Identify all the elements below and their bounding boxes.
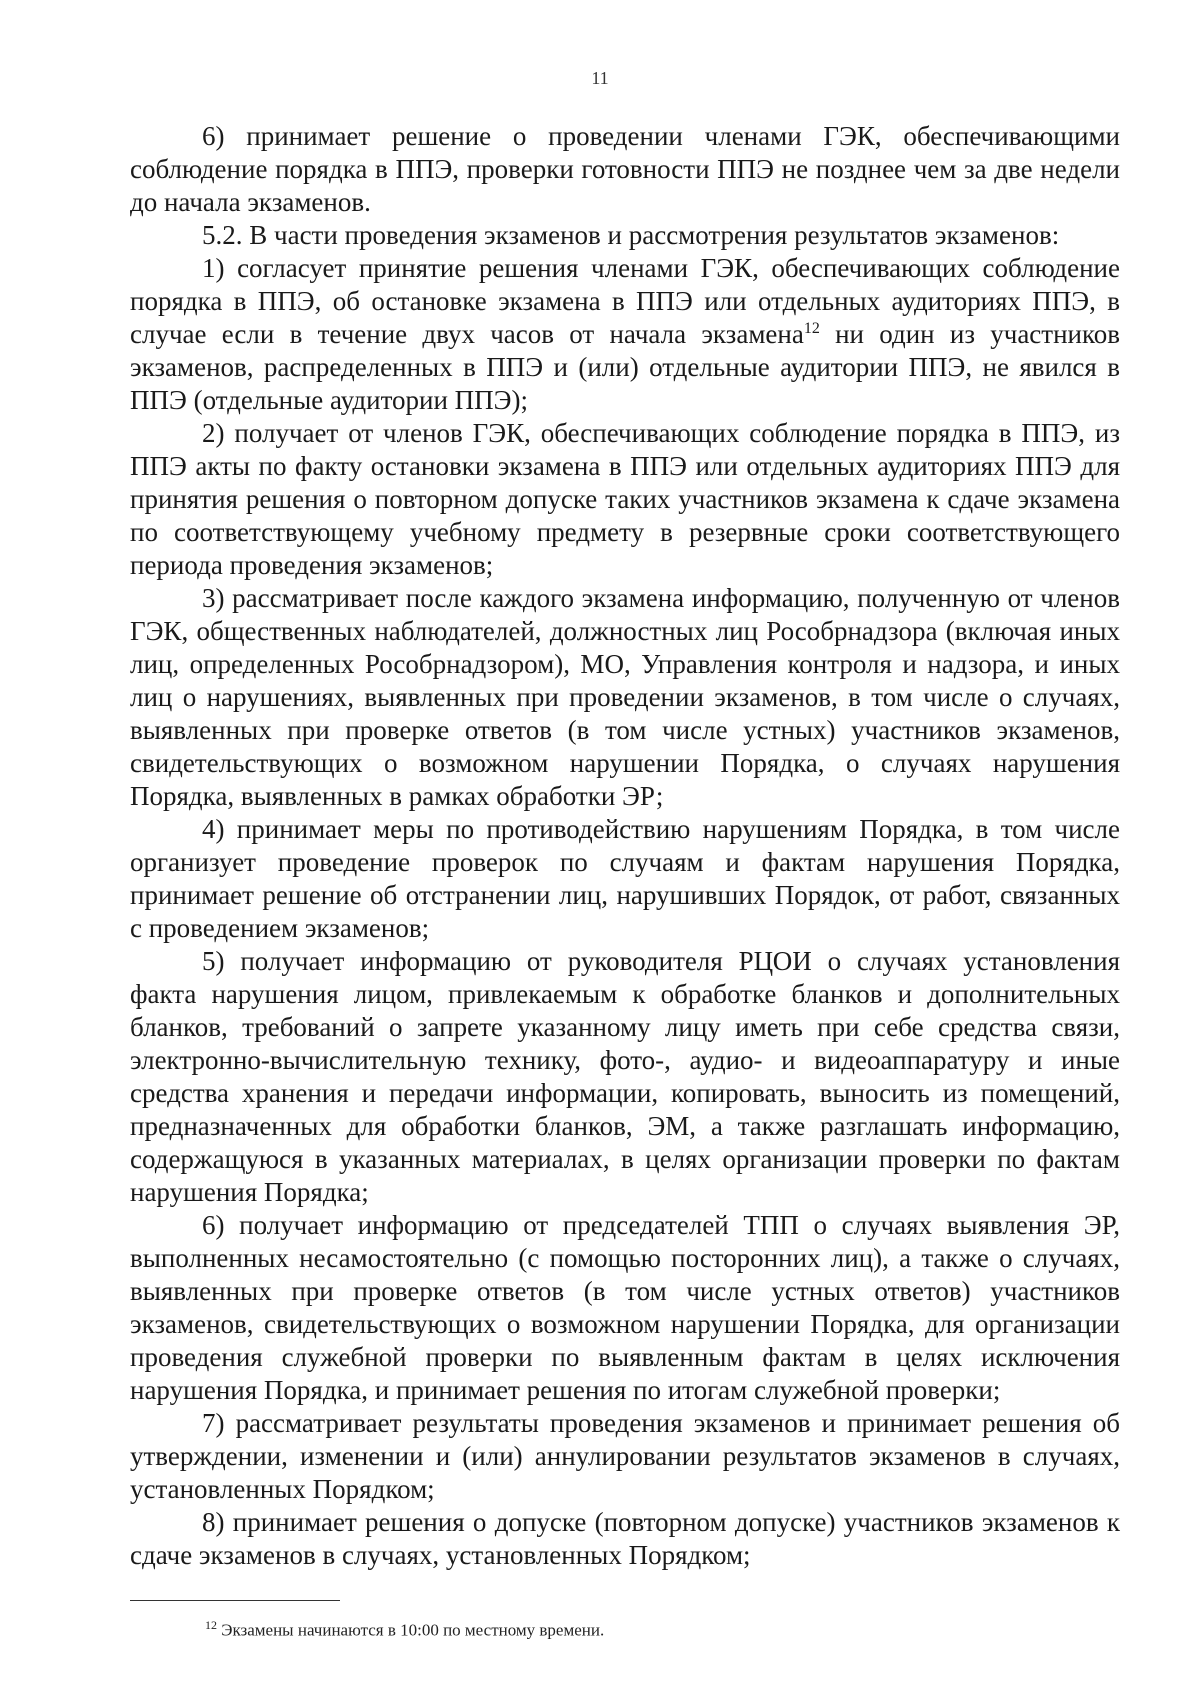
section-heading: 5.2. В части проведения экзаменов и рассмотрения результатов экзаменов: [202, 220, 1060, 250]
paragraph-text: 1) согласует принятие решения членами ГЭК, обеспечивающих соблюдение порядка в ППЭ, об остановке экзамена в ППЭ или отдельных аудиториях ППЭ, в случае если в течение двух часов от начала экзамена [130, 253, 1120, 349]
paragraph-text: ни один из участников экзаменов, распределенных в ППЭ и (или) отдельные аудитории ППЭ, не явился в ППЭ (отдельные аудитории ППЭ); [130, 319, 1120, 415]
document-body [130, 120, 1120, 1572]
footnote [205, 1618, 604, 1641]
paragraph [130, 252, 1120, 417]
paragraph: 7) рассматривает результаты проведения экзаменов и принимает решения об утверждении, изменении и (или) аннулировании результатов экзаменов в случаях, установленных Порядком; [130, 1408, 1120, 1504]
paragraph: 8) принимает решения о допуске (повторном допуске) участников экзаменов к сдаче экзаменов в случаях, установленных Порядком; [130, 1507, 1120, 1570]
footnote-text: Экзамены начинаются в 10:00 по местному времени. [217, 1620, 605, 1640]
paragraph: 3) рассматривает после каждого экзамена информацию, полученную от членов ГЭК, общественных наблюдателей, должностных лиц Рособрнадзора (включая иных лиц, определенных Рособрнадзором), МО, Управления контроля и надзора, и иных лиц о нарушениях, выявленных при проведении экзаменов, в том числе о случаях, выявленных при проверке ответов (в том числе устных) участников экзаменов, свидетельствующих о возможном нарушении Порядка, о случаях нарушения Порядка, выявленных в рамках обработки ЭР; [130, 583, 1120, 811]
paragraph: 5) получает информацию от руководителя РЦОИ о случаях установления факта нарушения лицом, привлекаемым к обработке бланков и дополнительных бланков, требований о запрете указанному лицу иметь при себе средства связи, электронно-вычислительную технику, фото-, аудио- и видеоаппаратуру и иные средства хранения и передачи информации, копировать, выносить из помещений, предназначенных для обработки бланков, ЭМ, а также разглашать информацию, содержащуюся в указанных материалах, в целях организации проверки по фактам нарушения Порядка; [130, 946, 1120, 1207]
page-number: 11 [591, 68, 609, 88]
footnote-number: 12 [205, 1618, 217, 1632]
paragraph: 6) получает информацию от председателей ТПП о случаях выявления ЭР, выполненных несамостоятельно (с помощью посторонних лиц), а также о случаях, выявленных при проверке ответов (в том числе устных ответов) участников экзаменов, свидетельствующих о возможном нарушении Порядка, для организации проведения служебной проверки по выявленным фактам в целях исключения нарушения Порядка, и принимает решения по итогам служебной проверки; [130, 1210, 1120, 1405]
paragraph: 2) получает от членов ГЭК, обеспечивающих соблюдение порядка в ППЭ, из ППЭ акты по факту остановки экзамена в ППЭ или отдельных аудиториях ППЭ для принятия решения о повторном допуске таких участников экзамена к сдаче экзамена по соответствующему учебному предмету в резервные сроки соответствующего периода проведения экзаменов; [130, 418, 1120, 580]
footnote-reference: 12 [803, 320, 820, 337]
paragraph: 6) принимает решение о проведении членами ГЭК, обеспечивающими соблюдение порядка в ППЭ, проверки готовности ППЭ не позднее чем за две недели до начала экзаменов. [130, 121, 1120, 217]
footnote-divider [130, 1600, 340, 1601]
paragraph: 4) принимает меры по противодействию нарушениям Порядка, в том числе организует проведение проверок по случаям и фактам нарушения Порядка, принимает решение об отстранении лиц, нарушивших Порядок, от работ, связанных с проведением экзаменов; [130, 814, 1120, 943]
